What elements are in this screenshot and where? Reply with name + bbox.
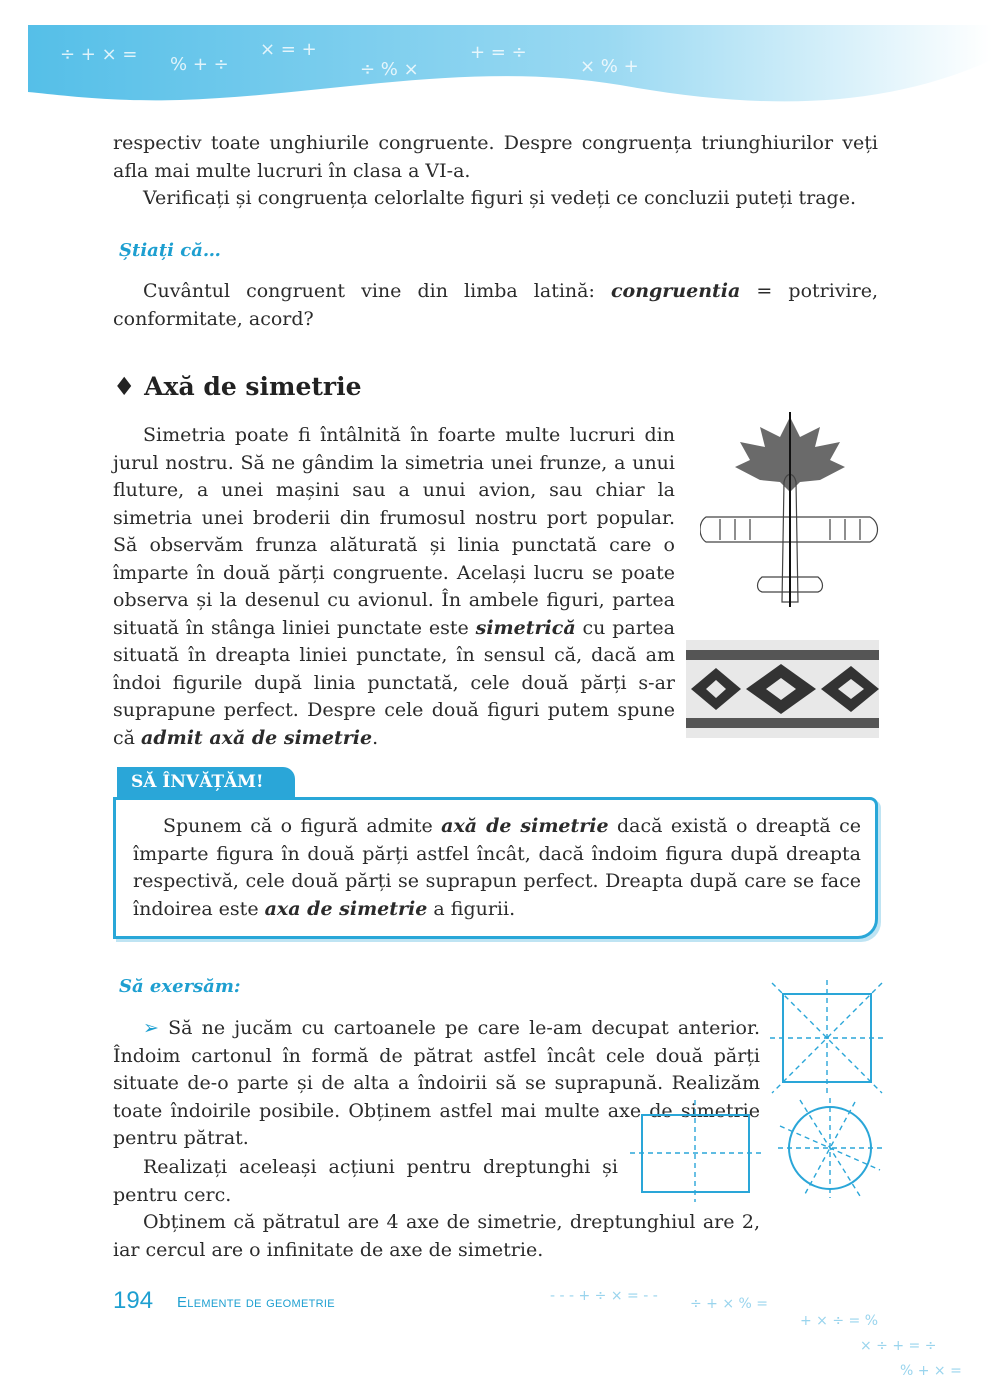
leaf-airplane-figure [700, 412, 880, 612]
did-you-know-text-a: Cuvântul congruent vine din limba latină: [143, 280, 611, 302]
airplane-icon [700, 475, 878, 603]
section-title: Axă de simetrie [144, 372, 362, 401]
latin-word: congruentia [610, 280, 741, 302]
intro-paragraph-1: respectiv toate unghiurile congruente. Despre congruența triunghiurilor veți afla mai multe lucruri în clasa a VI-a. [113, 132, 878, 182]
symmetric-word: simetrică [475, 616, 576, 639]
definition-text-a: Spunem că o figură admite [163, 815, 442, 837]
symmetry-text-c: . [372, 726, 379, 749]
svg-text:× = +: × = + [260, 39, 317, 60]
footer-decoration [540, 1280, 992, 1389]
definition-term: axă de simetrie [441, 815, 609, 837]
page-number: 194 [113, 1287, 154, 1314]
definition-term-2: axa de simetrie [264, 897, 428, 920]
intro-paragraph-2: Verificați și congruența celorlalte figuri și vedeți ce concluzii puteți trage. [143, 187, 857, 209]
definition-text-c: a figurii. [427, 897, 516, 920]
did-you-know-title: Știați că… [119, 240, 221, 261]
embroidery-figure [686, 640, 879, 738]
exercise-title: Să exersăm: [119, 976, 241, 997]
square-axes-figure [770, 980, 884, 1096]
did-you-know-text [113, 278, 878, 333]
section-heading [113, 372, 362, 401]
symmetry-paragraph [113, 422, 675, 752]
svg-text:% + ÷: % + ÷ [170, 54, 229, 75]
svg-text:÷ % ×: ÷ % × [360, 59, 419, 80]
learn-definition [133, 813, 861, 923]
diamond-bullet-icon: ♦ [113, 372, 136, 401]
svg-text:% + × =: % + × = [900, 1363, 962, 1379]
did-you-know-text-b: = potrivire, conformitate, acord? [113, 280, 878, 330]
svg-text:+ × ÷ = %: + × ÷ = % [800, 1313, 879, 1329]
header-decoration [0, 0, 992, 115]
circle-axes-figure [778, 1098, 882, 1198]
svg-text:÷ + × % =: ÷ + × % = [690, 1296, 769, 1312]
arrow-bullet-icon: ➢ [143, 1017, 159, 1039]
admit-axis-phrase: admit axă de simetrie [141, 726, 373, 749]
chapter-title: Elemente de geometrie [177, 1294, 335, 1311]
exercise-paragraph-2: Realizați aceleași acțiuni pentru dreptunghi și pentru cerc. [113, 1156, 618, 1206]
symmetry-text-a: Simetria poate fi întâlnită în foarte multe lucruri din jurul nostru. Să ne gândim la simetria unei frunze, a unui fluture, a unei mașini sau a unui avion, sau chiar la simetria unei broderii din frumosul nostru port popular. Să observăm frunza alăturată și linia punctată care o împarte în două părți congruente. Același lucru se poate observa și la desenul cu avionul. În ambele figuri, partea situată în stânga liniei punctate este [113, 424, 675, 639]
definition-text-b: dacă există o dreaptă ce împarte figura în două părți astfel încât, dacă îndoim figura după dreapta respectivă, cele două părți se suprapun perfect. Dreapta după care se face îndoirea este [133, 815, 861, 920]
svg-text:× % +: × % + [580, 56, 639, 77]
symmetry-text-b: cu partea situată în dreapta liniei punctate, în sensul că, dacă am îndoi figurile după linia punctată, cele două părți s-ar suprapune perfect. Despre cele două figuri putem spune că [113, 616, 675, 749]
learn-tab: SĂ ÎNVĂȚĂM! [117, 767, 295, 797]
svg-text:- - - + ÷ × = - -: - - - + ÷ × = - - [550, 1288, 658, 1304]
exercise-text-1: Să ne jucăm cu cartoanele pe care le-am decupat anterior. Îndoim cartonul în formă de pătrat astfel încât cele două părți situate de-o parte și de alta a îndoirii să se suprapună. Realizăm toate îndoirile posibile. Obținem astfel mai multe axe de simetrie pentru pătrat. [113, 1017, 761, 1149]
svg-text:+ = ÷: + = ÷ [470, 42, 527, 63]
svg-text:× ÷ + = ÷: × ÷ + = ÷ [860, 1338, 937, 1354]
exercise-paragraph-3: Obținem că pătratul are 4 axe de simetrie, dreptunghiul are 2, iar cercul are o infinitate de axe de simetrie. [113, 1211, 760, 1261]
exercise-shapes [630, 978, 892, 1202]
svg-text:÷ + × =: ÷ + × = [60, 44, 138, 65]
rectangle-axes-figure [630, 1100, 762, 1202]
